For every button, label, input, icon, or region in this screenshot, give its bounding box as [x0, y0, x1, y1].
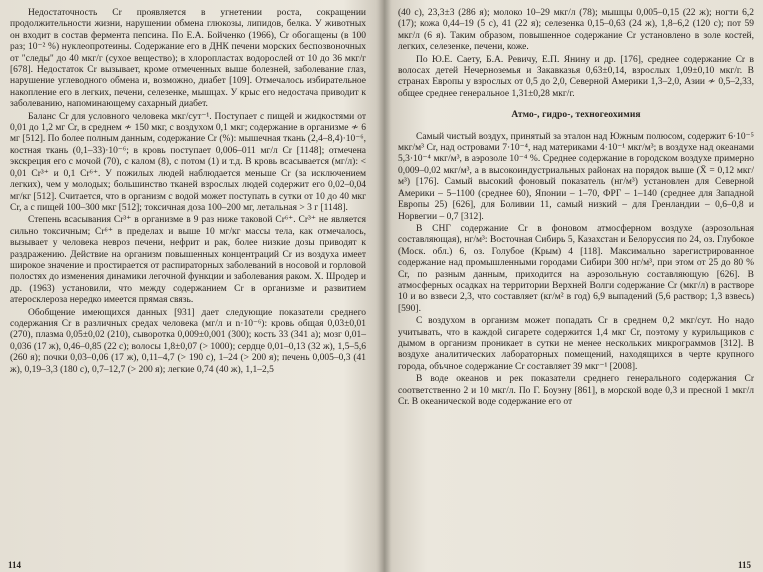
right-paragraph-3: Самый чистый воздух, принятый за эталон над Южным полюсом, содержит 6·10⁻⁵ мкг/м³ Cr, над островами 7·10⁻⁴, над материками 4·10⁻¹ мкг/м³; в воздухе над океанами 5,3·10⁻⁴ мкг/м³, в аэрозоле 10⁻⁴ %. Среднее содержание в городском воздухе примерно 0,009–0,02 мкг/м³, а в высокоиндустриальных районах на порядок выше (X̄ = 0,12 мкг/м³) [176]. Самый высокий фоновый показатель (нг/м³) установлен для Северной Америки – 5–1100 (среднее 60), Японии – 1–70, ФРГ – 1–140 (среднее для Западной Европы 25) [626], для Боливии 11, самый низкий – для Гренландии – 0,6–0,8 и Норвегии – 0,7 [312].: [398, 131, 754, 222]
left-page-number: 114: [8, 560, 22, 570]
left-paragraph-2: Баланс Cr для условного человека мкг/сут⁻¹. Поступает с пищей и жидкостями от 0,01 до 1,2 мг Cr, в среднем ≁ 150 мкг, с воздухом 0,1 мкг; содержание в организме ≁ 6 мг [512]. По более полным данным, содержание Cr (%): мышечная ткань (2,4–8,4)·10⁻⁶, костная ткань (0,1–33)·10⁻⁶; в кровь поступает 0,006–011 мг/л Cr [1148]; отмечена экскреция его с мочой (70), с калом (8), с потом (1) и т.д. В кровь всасывается (мг/л): < 0,01 Cr³⁺ и 0,1 Cr⁶⁺. У пожилых людей наблюдается меньше Cr (за исключением легких), чем у молодых; большинство тканей взрослых людей содержит его 0,02–0,04 мг/кг [512]. Считается, что в организм с водой может поступать в сутки от 10 до 40 мкг Cr, а с пищей 100–300 мкг [512]; токсичная доза 100–200 мг, летальная > 3 г [1148].: [10, 111, 366, 213]
left-page: [6, 8, 380, 564]
left-paragraph-1: Недостаточность Cr проявляется в угнетении роста, сокращении продолжительности жизни, нарушении обмена глюкозы, липидов, белка. У животных он входит в состав фермента пепсина. По Е.А. Бойченко (1966), Cr обогащены (в 100 раз; 10⁻² %) нуклеопротеины. Содержание его в ДНК печени морских беспозвоночных от "следы" до 40 мкг/г (сухое вещество); в хлоропластах водорослей от 10 до 36 мкг/г [678]. Недостаток Cr вызывает, кроме отмеченных выше болезней, заболевание глаз, нарушение углеводного обмена и, возможно, диабет [109]. Отмечалось избирательное накопление его в легких, печени, селезенке, мышцах. У крыс его недостача приводит к заболеванию, напоминающему сахарный диабет.: [10, 8, 366, 110]
right-paragraph-1: (40 с), 23,3±3 (286 я); молоко 10–29 мкг/л (78); мышцы 0,005–0,15 (22 ж); ногти 6,2 (17); кожа 0,44–19 (5 с), 41 (22 я); селезенка 0,15–0,63 (24 ж), 1,8–6,2 (120 с); пот 59 мкг/л (6 я). Таким образом, повышенное содержание Cr установлено в золе костей, легких, селезенке, печени, коже.: [398, 8, 754, 53]
right-paragraph-6: В воде океанов и рек показатели среднего генерального содержания Cr соответственно 2 и 10 мкг/л. По Г. Боуэну [861], в морской воде 0,3 и пресной 1 мкг/л Cr. В океанической воде содержание его от: [398, 374, 754, 407]
right-paragraph-5: С воздухом в организм может попадать Cr в среднем 0,2 мкг/сут. Но надо учитывать, что в каждой сигарете содержится 1,4 мкг Cr, поэтому у курильщиков с дымом в организм проникает в сутки не менее нескольких микрограммов [312]. В воздухе аналитических лабораторных помещений, находящихся в черте крупного города, объчное содержание Cr составляет 39 мкг⁻¹ [2008].: [398, 316, 754, 372]
right-paragraph-4: В СНГ содержание Cr в фоновом атмосферном воздухе (аэрозольная составляющая), нг/м³: Восточная Сибирь 5, Казахстан и Белоруссия по 24, оз. Глубокое (Моск. обл.) 6, оз. Голубое (Крым) 4 [118]. Максимально зарегистрированное содержание над промышленными городами Сибири 300 нг/м³, при этом от 25 до 80 % Cr, по разным данным, приходится на аэрозольную составляющую [626]. В атмосферных осадках на территории Верхней Волги содержание Cr (мкг/л) в растворе 10 и во взвеси 2,3, что составляет (кг/м² в год) 6,9 выпадений (5,6 раствор; 1,3 взвесь) [590].: [398, 223, 754, 314]
right-paragraph-2: По Ю.Е. Саету, Б.А. Ревичу, Е.П. Янину и др. [176], среднее содержание Cr в волосах детей Нечерноземья и Закавказья 0,63±0,14, взрослых 1,09±0,10 мкг/г. В странах Европы у взрослых от 0,5 до 2,0, Северной Америки 1,3–2,0, Азии ≁ 0,5–2,33, общее среднее генеральное 1,31±0,28 мкг/г.: [398, 54, 754, 99]
right-page-number: 115: [737, 560, 751, 570]
right-page: [388, 8, 758, 564]
section-heading: Атмо-, гидро-, техногеохимия: [511, 110, 641, 121]
left-paragraph-4: Обобщение имеющихся данных [931] дает следующие показатели среднего содержания Cr в различных средах человека (мг/л и n·10⁻⁶): кровь общая 0,03±0,01 (270), плазма 0,05±0,02 (210), сыворотка 0,009±0,001 (300); кость 33 (341 а); мозг 0,01–0,036 (17 ж), 0,46–0,85 (22 с); волосы 1,8±0,07 (> 1000); сердце 0,01–0,13 (32 ж), 1,5–5,6 (260 я); почки 0,03–0,06 (17 ж), 0,11–4,7 (> 190 с), 1–24 (> 200 я); печень 0,005–0,3 (41 ж), 0,19–3,3 (180 с), 0,7–12,7 (> 200 я); легкие 0,74 (40 ж), 1,1–2,5: [10, 307, 366, 375]
left-paragraph-3: Степень всасывания Cr³⁺ в организме в 9 раз ниже таковой Cr⁶⁺. Cr³⁺ не является сильно токсичным; Cr⁶⁺ в пределах и выше 10 мг/кг массы тела, как отмечалось, вызывает у человека невроз печени, нефрит и рак, более низкие дозы приводят к раздражению. Действие на организм повышенных концентраций Cr из воздуха имеет широкое значение и простирается от распираторных заболеваний в носовой и горловой полостях до изменения динамики легочной функции и заболевания раком. Х. Шродер и др. (1963) установили, что между содержанием Cr в организме и развитием атеросклероза нередко имеется прямая связь.: [10, 215, 366, 306]
